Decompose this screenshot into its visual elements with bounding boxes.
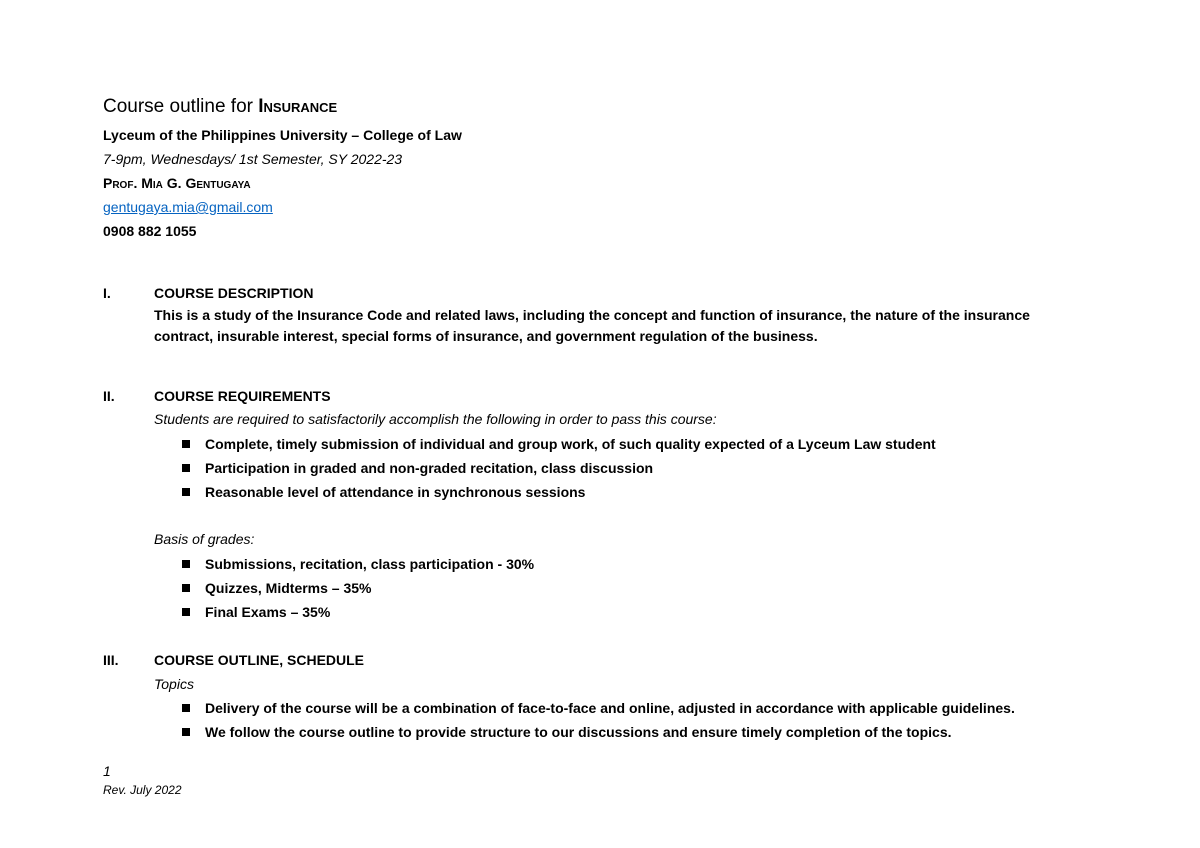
bullet-square-icon xyxy=(182,464,190,472)
document-title xyxy=(103,96,337,118)
list-item xyxy=(181,435,936,459)
list-item-text: Final Exams – 35% xyxy=(205,604,331,620)
professor-name: Prof. Mia G. Gentugaya xyxy=(103,175,251,191)
bullet-square-icon xyxy=(182,488,190,496)
list-item xyxy=(181,579,534,603)
class-schedule: 7-9pm, Wednesdays/ 1st Semester, SY 2022-23 xyxy=(103,151,403,167)
section-3-number: III. xyxy=(103,652,119,668)
list-item xyxy=(181,483,936,507)
list-item xyxy=(181,555,534,579)
section-1-heading: COURSE DESCRIPTION xyxy=(154,285,314,301)
requirements-list xyxy=(181,435,936,507)
school-name: Lyceum of the Philippines University – College of Law xyxy=(103,127,462,143)
outline-list xyxy=(181,699,1015,747)
list-item-text: Reasonable level of attendance in synchronous sessions xyxy=(205,484,586,500)
topics-label: Topics xyxy=(154,676,194,692)
bullet-square-icon xyxy=(182,608,190,616)
list-item xyxy=(181,699,1015,723)
grades-list xyxy=(181,555,534,627)
section-3-heading: COURSE OUTLINE, SCHEDULE xyxy=(154,652,365,668)
section-2-number: II. xyxy=(103,388,115,404)
list-item-text: Submissions, recitation, class participation - 30% xyxy=(205,556,535,572)
list-item xyxy=(181,603,534,627)
section-1-number: I. xyxy=(103,285,111,301)
list-item-text: Participation in graded and non-graded recitation, class discussion xyxy=(205,460,654,476)
bullet-square-icon xyxy=(182,440,190,448)
bullet-square-icon xyxy=(182,584,190,592)
bullet-square-icon xyxy=(182,560,190,568)
list-item-text: Complete, timely submission of individual and group work, of such quality expected of a Lyceum Law student xyxy=(205,436,936,452)
email-link[interactable]: gentugaya.mia@gmail.com xyxy=(103,199,273,215)
course-description-text: This is a study of the Insurance Code and related laws, including the concept and function of insurance, the nature of the insurance contract, insurable interest, special forms of insurance, and government regulation of the business. xyxy=(154,307,1030,344)
title-prefix: Course outline for xyxy=(103,96,259,117)
phone-number: 0908 882 1055 xyxy=(103,223,197,239)
bullet-square-icon xyxy=(182,728,190,736)
requirements-intro: Students are required to satisfactorily accomplish the following in order to pass this course: xyxy=(154,411,717,427)
revision-date: Rev. July 2022 xyxy=(103,783,182,797)
list-item-text: We follow the course outline to provide structure to our discussions and ensure timely completion of the topics. xyxy=(205,724,952,740)
list-item xyxy=(181,723,1015,747)
bullet-square-icon xyxy=(182,704,190,712)
page-number: 1 xyxy=(103,763,111,779)
title-subject: Insurance xyxy=(258,96,338,117)
list-item xyxy=(181,459,936,483)
list-item-text: Quizzes, Midterms – 35% xyxy=(205,580,372,596)
grades-label: Basis of grades: xyxy=(154,531,255,547)
section-2-heading: COURSE REQUIREMENTS xyxy=(154,388,331,404)
list-item-text: Delivery of the course will be a combination of face-to-face and online, adjusted in accordance with applicable guidelines. xyxy=(205,700,1015,716)
